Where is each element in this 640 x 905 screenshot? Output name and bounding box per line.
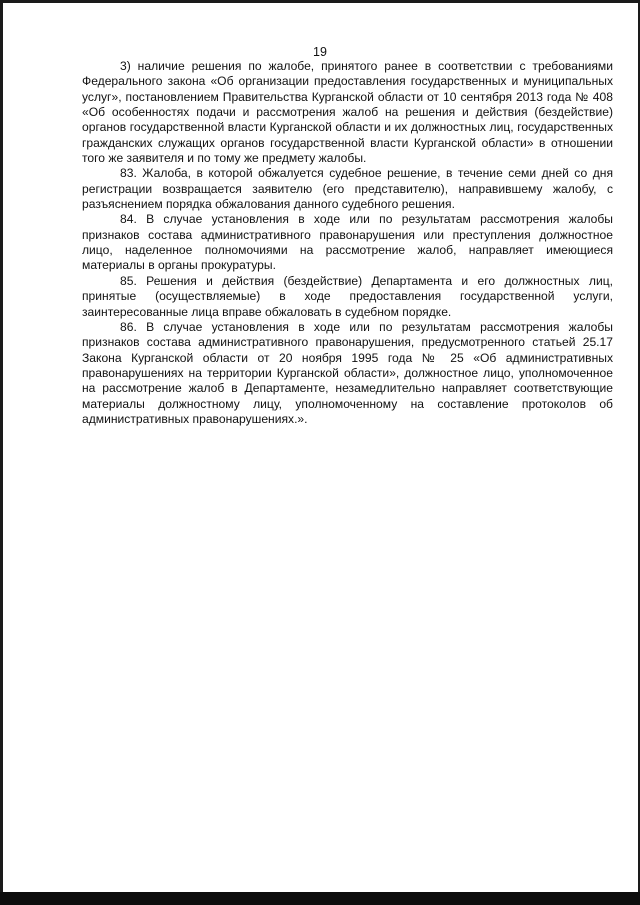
paragraph-85: 85. Решения и действия (бездействие) Департамента и его должностных лиц, принятые (осуществляемые) в ходе предоставления государственной услуги, заинтересованные лица вправе обжаловать в судебном порядке. (82, 273, 613, 319)
paragraph-83: 83. Жалоба, в которой обжалуется судебное решение, в течение семи дней со дня регистрации возвращается заявителю (его представителю), направившему жалобу, с разъяснением порядка обжалования данного судебного решения. (82, 166, 613, 212)
scan-border-bottom (0, 892, 640, 905)
paragraph-84: 84. В случае установления в ходе или по результатам рассмотрения жалобы признаков состава административного правонарушения или преступления должностное лицо, наделенное полномочиями на рассмотрение жалоб, направляет имеющиеся материалы в органы прокуратуры. (82, 212, 613, 273)
document-body (82, 59, 613, 427)
paragraph-86: 86. В случае установления в ходе или по результатам рассмотрения жалобы признаков состава административного правонарушения, предусмотренного статьей 25.17 Закона Курганской области от 20 ноября 1995 года № 25 «Об административных правонарушениях на территории Курганской области», должностное лицо, уполномоченное на рассмотрение жалоб в Департаменте, незамедлительно направляет соответствующие материалы должностному лицу, уполномоченному на составление протоколов об административных правонарушениях.». (82, 319, 613, 426)
scan-border-top (0, 0, 640, 3)
scan-border-left (0, 0, 3, 905)
page-number: 19 (313, 45, 327, 59)
paragraph-item-3: 3) наличие решения по жалобе, принятого ранее в соответствии с требованиями Федерального закона «Об организации предоставления государственных и муниципальных услуг», постановлением Правительства Курганской области от 10 сентября 2013 года № 408 «Об особенностях подачи и рассмотрения жалоб на решения и действия (бездействие) органов государственной власти Курганской области и их должностных лиц, государственных гражданских служащих органов государственной власти Курганской области» в отношении того же заявителя и по тому же предмету жалобы. (82, 59, 613, 166)
